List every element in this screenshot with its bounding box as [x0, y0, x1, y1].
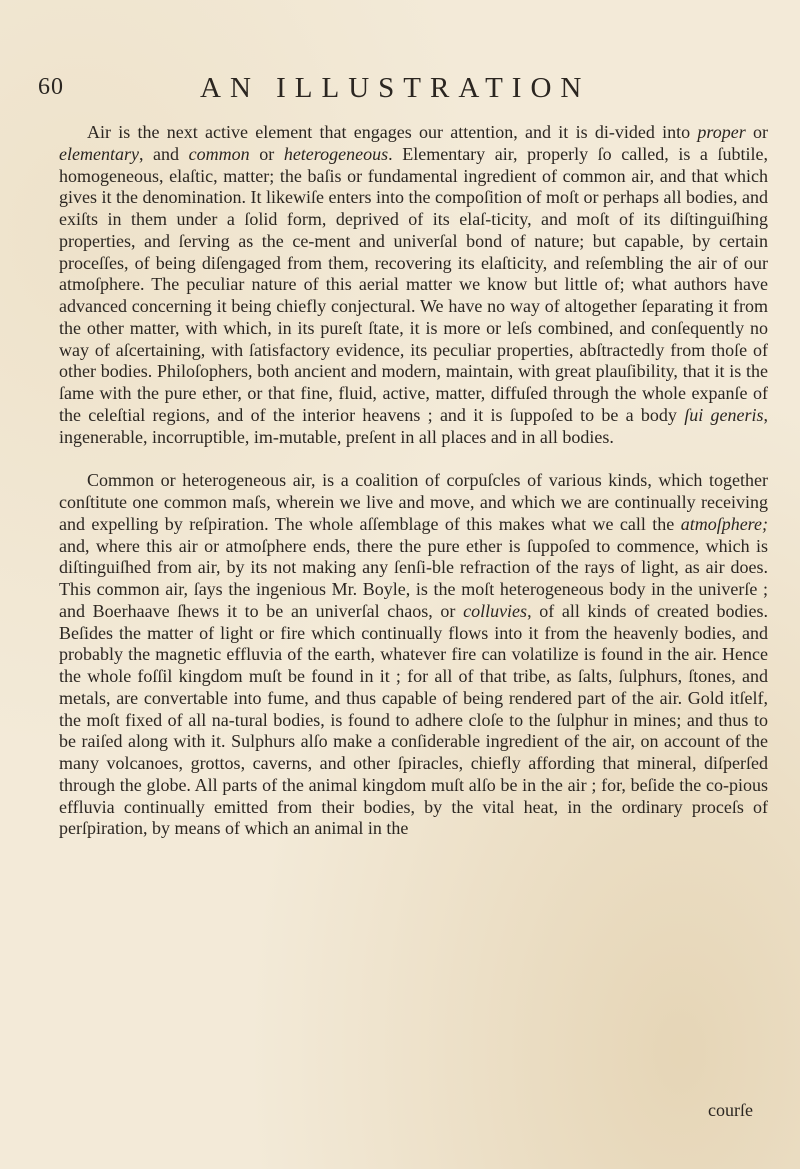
text-run: , and [138, 143, 189, 164]
body-text [59, 122, 768, 840]
text-run: Common or heterogeneous air, is a coalition of corpuſcles of various kinds, which together conſtitute one common maſs, wherein we live and move, and which we are continually receiving and expelling by reſpiration. The whole aſſemblage of this makes what we call the [59, 470, 768, 534]
running-head: AN ILLUSTRATION [200, 72, 591, 104]
italic-term: proper [697, 122, 746, 142]
text-run: or [249, 143, 284, 164]
italic-term: common [188, 143, 250, 164]
italic-term: heterogeneous [283, 143, 389, 164]
text-run: . Elementary air, properly ſo called, is a ſubtile, homogeneous, elaſtic, matter; the baſis or fundamental ingredient of common air, and that which gives it the denomination. It likewiſe enters into the compoſition of moſt or perhaps all bodies, and exiſts in them under a ſolid form, deprived of its elaſ-ticity, and moſt of its diſtinguiſhing properties, and ſerving as the ce-ment and univerſal bond of nature; but capable, by certain proceſſes, of being diſengaged from them, recovering its elaſticity, and reſembling the air of our atmoſphere. The peculiar nature of this aerial matter we know but little of; what authors have advanced concerning it being chiefly conjectural. We have no way of altogether ſeparating it from the other matter, with which, in its pureſt ſtate, it is more or leſs combined, and conſequently no way of aſcertaining, with ſatisfactory evidence, its peculiar properties, abſtractedly from thoſe of other bodies. Philoſophers, both ancient and modern, maintain, with great plauſibility, that it is the ſame with the pure ether, or that fine, fluid, active, matter, diffuſed through the whole expanſe of the celeſtial regions, and of the interior heavens ; and it is ſuppoſed to be a body [59, 143, 768, 425]
text-run: or [745, 122, 768, 142]
text-run: and, where this air or atmoſphere ends, there the pure ether is ſuppoſed to commence, which is diſtinguiſhed from air, by its not making any ſenſi-ble refraction of the rays of light, as air does. This common air, ſays the ingenious Mr. Boyle, is the moſt heterogeneous body in the univerſe ; and Boerhaave ſhews it to be an univerſal chaos, or [59, 535, 768, 621]
italic-term: colluvies [463, 600, 528, 621]
paragraph-elementary-air [59, 122, 768, 448]
text-run: Air is the next active element that engages our attention, and it is di-vided into [87, 122, 698, 142]
italic-term: atmoſphere; [680, 513, 768, 534]
page-header [0, 74, 800, 114]
italic-term: ſui generis [684, 404, 764, 425]
catchword: courſe [708, 1100, 753, 1120]
italic-term: elementary [59, 143, 139, 164]
text-run: , of all kinds of created bodies. Beſides the matter of light or fire which continually flows into it from the heavenly bodies, and probably the magnetic effluvia of the earth, whatever fire can volatilize is found in the air. Hence the whole foſſil kingdom muſt be found in it ; for all of that tribe, as ſalts, ſulphurs, ſtones, and metals, are convertable into fume, and thus capable of being rendered part of the air. Gold itſelf, the moſt fixed of all na-tural bodies, is found to adhere cloſe to the ſulphur in mines; and thus to be raiſed along with it. Sulphurs alſo make a conſiderable ingredient of the air, on account of the many volcanoes, grottos, caverns, and other ſpiracles, chiefly affording that mineral, diſperſed through the globe. All parts of the animal kingdom muſt alſo be in the air ; for, beſide the co-pious effluvia continually emitted from their bodies, by the vital heat, in the ordinary proceſs of perſpiration, by means of which an animal in the [59, 600, 769, 839]
page-number: 60 [38, 74, 64, 100]
paragraph-common-air [59, 470, 768, 840]
text-run: , ingenerable, incorruptible, im-mutable, preſent in all places and in all bodies. [59, 404, 768, 447]
